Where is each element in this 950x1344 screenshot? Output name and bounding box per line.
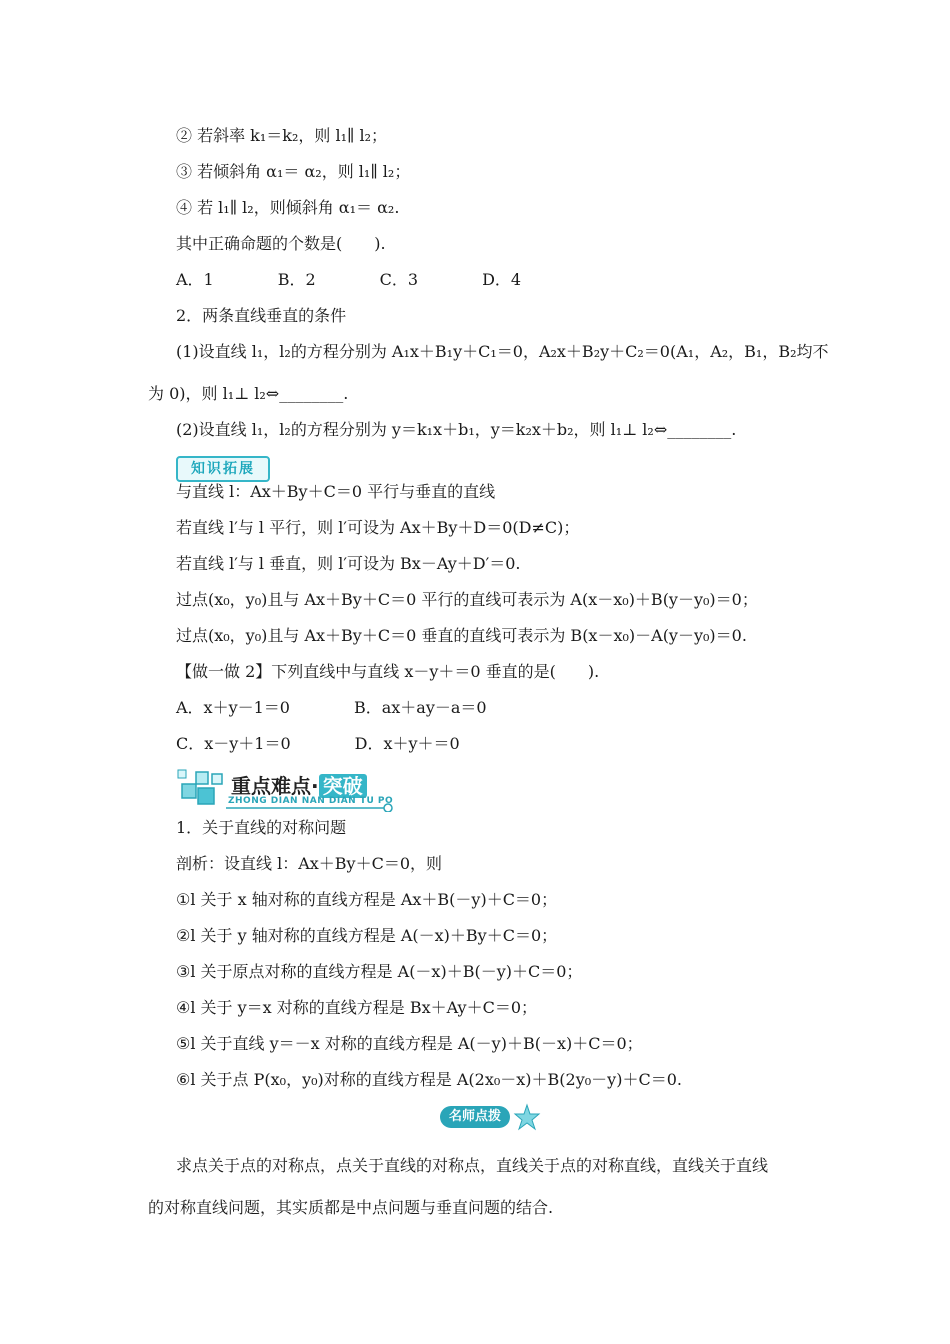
text-line: ④l 关于 y＝x 对称的直线方程是 Bx＋Ay＋C＝0； xyxy=(176,998,538,1017)
text-line: ①l 关于 x 轴对称的直线方程是 Ax＋B(－y)＋C＝0； xyxy=(176,890,558,909)
text-line: ⑤l 关于直线 y＝－x 对称的直线方程是 A(－y)＋B(－x)＋C＝0； xyxy=(176,1034,643,1053)
banner-subtitle: ZHONG DIAN NAN DIAN TU PO xyxy=(228,796,394,806)
section-banner xyxy=(176,764,396,812)
text-line: 若直线 l′与 l 垂直，则 l′可设为 Bx－Ay＋D′＝0. xyxy=(176,554,521,573)
star-icon xyxy=(512,1102,542,1132)
text-line: 2．两条直线垂直的条件 xyxy=(176,306,347,325)
section-badge: 知识拓展 xyxy=(176,456,270,482)
banner-title: 重点难点· 突破 xyxy=(231,770,367,799)
text-line: C．x－y＋1＝0 D．x＋y＋＝0 xyxy=(176,734,460,753)
text-line: 若直线 l′与 l 平行，则 l′可设为 Ax＋By＋D＝0(D≠C)； xyxy=(176,518,580,537)
banner-underline xyxy=(176,764,396,812)
text-line: (2)设直线 l₁，l₂的方程分别为 y＝k₁x＋b₁，y＝k₂x＋b₂，则 l₁⊥ l₂⇔________. xyxy=(176,420,737,439)
text-line: 1．关于直线的对称问题 xyxy=(176,818,347,837)
text-line: 剖析：设直线 l：Ax＋By＋C＝0，则 xyxy=(176,854,443,873)
text-line: 过点(x₀，y₀)且与 Ax＋By＋C＝0 平行的直线可表示为 A(x－x₀)＋B(y－y₀)＝0； xyxy=(176,590,758,609)
text-line: ②l 关于 y 轴对称的直线方程是 A(－x)＋By＋C＝0； xyxy=(176,926,558,945)
text-line: 【做一做 2】下列直线中与直线 x－y＋＝0 垂直的是( ). xyxy=(176,662,600,681)
text-line: ③ 若倾斜角 α₁＝ α₂，则 l₁∥ l₂； xyxy=(176,162,411,181)
text-line: ② 若斜率 k₁＝k₂，则 l₁∥ l₂； xyxy=(176,126,388,145)
text-line: ⑥l 关于点 P(x₀，y₀)对称的直线方程是 A(2x₀－x)＋B(2y₀－y)＋C＝0. xyxy=(176,1070,682,1089)
text-line: 为 0)，则 l₁⊥ l₂⇔________. xyxy=(148,384,349,403)
banner-highlight: 突破 xyxy=(319,774,367,798)
text-line: ④ 若 l₁∥ l₂，则倾斜角 α₁＝ α₂. xyxy=(176,198,400,217)
text-line: 的对称直线问题，其实质都是中点问题与垂直问题的结合. xyxy=(148,1198,554,1217)
text-line: 过点(x₀，y₀)且与 Ax＋By＋C＝0 垂直的直线可表示为 B(x－x₀)－A(y－y₀)＝0. xyxy=(176,626,747,645)
text-line: 其中正确命题的个数是( ). xyxy=(176,234,386,253)
text-line: 与直线 l：Ax＋By＋C＝0 平行与垂直的直线 xyxy=(176,482,496,501)
text-line: A．1 B．2 C．3 D．4 xyxy=(176,270,522,289)
text-line: 求点关于点的对称点，点关于直线的对称点，直线关于点的对称直线，直线关于直线 xyxy=(176,1156,769,1175)
text-line: A．x＋y－1＝0 B．ax＋ay－a＝0 xyxy=(176,698,487,717)
text-line: ③l 关于原点对称的直线方程是 A(－x)＋B(－y)＋C＝0； xyxy=(176,962,583,981)
text-line: (1)设直线 l₁，l₂的方程分别为 A₁x＋B₁y＋C₁＝0，A₂x＋B₂y＋C₂＝0(A₁，A₂，B₁，B₂均不 xyxy=(176,342,829,361)
tip-badge: 名师点拨 xyxy=(440,1106,510,1128)
